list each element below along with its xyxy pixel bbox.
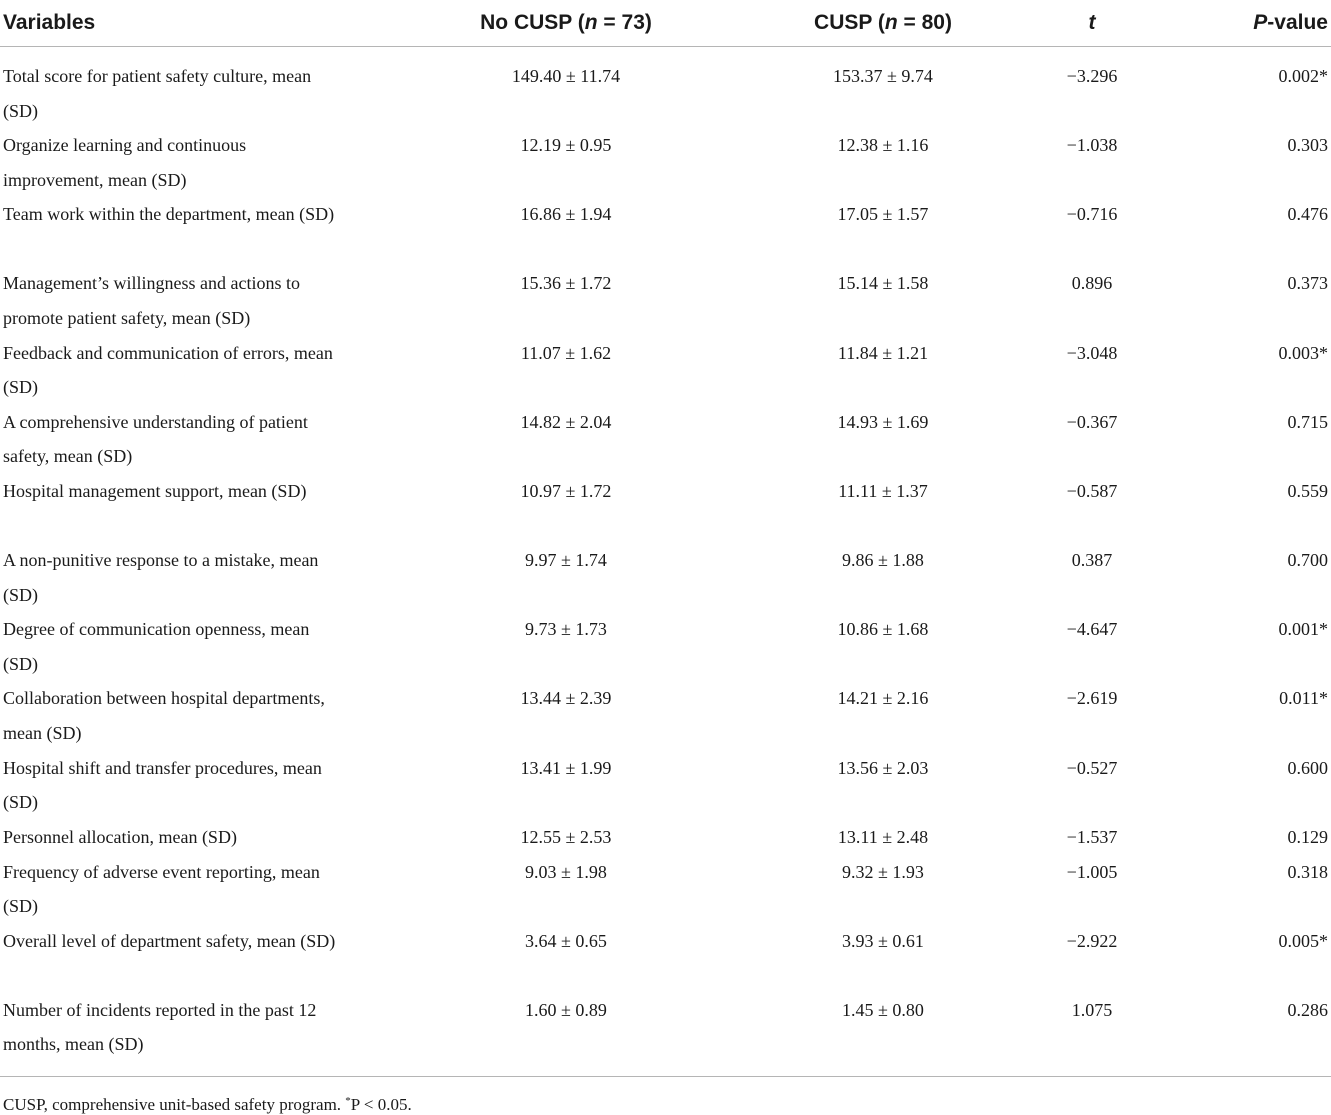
table-row <box>0 474 1331 543</box>
cell-no-cusp: 12.19 ± 0.95 <box>520 135 612 156</box>
cell-no-cusp: 12.55 ± 2.53 <box>520 826 612 847</box>
header-variables: Variables <box>0 0 400 47</box>
cell-no-cusp: 1.60 ± 0.89 <box>525 999 607 1020</box>
cell-variable: Personnel allocation, mean (SD) <box>3 826 237 847</box>
cell-variable: Degree of communication openness, mean (SD) <box>3 619 310 674</box>
table-row <box>0 820 1331 855</box>
cell-no-cusp: 9.03 ± 1.98 <box>525 861 607 882</box>
cell-variable: Number of incidents reported in the past 12 months, mean (SD) <box>3 999 317 1055</box>
cell-p-value: 0.011* <box>1279 688 1328 709</box>
table-row <box>0 612 1331 681</box>
cell-no-cusp: 16.86 ± 1.94 <box>520 204 612 225</box>
cell-variable: Organize learning and continuous improvement, mean (SD) <box>3 135 247 190</box>
table-row <box>0 197 1331 266</box>
cell-variable: Feedback and communication of errors, mean (SD) <box>3 342 333 398</box>
cell-variable: Collaboration between hospital departments, mean (SD) <box>3 688 325 743</box>
cell-no-cusp: 3.64 ± 0.65 <box>525 930 607 951</box>
header-cusp: CUSP (n = 80) <box>692 0 1014 47</box>
cell-t: −0.367 <box>1066 411 1118 432</box>
cell-p-value: 0.600 <box>1287 757 1328 778</box>
cell-cusp: 13.11 ± 2.48 <box>837 826 929 847</box>
cell-cusp: 14.21 ± 2.16 <box>837 688 929 709</box>
header-t: t <box>1014 0 1170 47</box>
cell-cusp: 153.37 ± 9.74 <box>833 66 933 86</box>
table-row <box>0 405 1331 474</box>
cell-p-value: 0.303 <box>1287 135 1328 156</box>
cell-p-value: 0.129 <box>1287 826 1328 847</box>
table-header <box>0 0 1331 47</box>
cell-variable: Team work within the department, mean (SD) <box>3 204 335 225</box>
table-row <box>0 47 1331 129</box>
cell-t: 0.896 <box>1071 273 1113 294</box>
cell-t: −0.587 <box>1066 480 1118 501</box>
cell-variable: Hospital management support, mean (SD) <box>3 480 307 501</box>
cell-no-cusp: 11.07 ± 1.62 <box>520 342 612 363</box>
cell-no-cusp: 10.97 ± 1.72 <box>520 480 612 501</box>
cell-t: −1.038 <box>1066 135 1118 156</box>
table-row <box>0 924 1331 993</box>
header-no-cusp: No CUSP (n = 73) <box>400 0 692 47</box>
table-row <box>0 543 1331 612</box>
cell-cusp: 15.14 ± 1.58 <box>837 273 929 294</box>
cell-cusp: 12.38 ± 1.16 <box>837 135 929 156</box>
cell-p-value: 0.559 <box>1287 480 1328 501</box>
cell-p-value: 0.373 <box>1287 273 1328 294</box>
cell-p-value: 0.476 <box>1287 204 1328 225</box>
footnote-condition: P < 0.05. <box>350 1095 412 1114</box>
header-p-value: P-value <box>1170 0 1331 47</box>
cell-no-cusp: 13.41 ± 1.99 <box>520 757 612 778</box>
cell-t: 0.387 <box>1071 549 1113 570</box>
cell-t: −0.716 <box>1066 204 1118 225</box>
cell-variable: Overall level of department safety, mean (SD) <box>3 930 336 951</box>
cell-variable: Frequency of adverse event reporting, mean (SD) <box>3 861 320 917</box>
cell-cusp: 9.32 ± 1.93 <box>842 861 924 882</box>
cell-cusp: 11.11 ± 1.37 <box>838 480 928 501</box>
cell-variable: A non-punitive response to a mistake, mean (SD) <box>3 549 319 605</box>
cell-cusp: 14.93 ± 1.69 <box>837 411 929 432</box>
table-row <box>0 266 1331 335</box>
cell-p-value: 0.005* <box>1278 930 1328 951</box>
cell-p-value: 0.700 <box>1287 549 1328 570</box>
cell-p-value: 0.002* <box>1278 66 1328 86</box>
cell-no-cusp: 9.73 ± 1.73 <box>525 619 607 640</box>
cell-variable: Total score for patient safety culture, mean (SD) <box>3 66 312 121</box>
cell-cusp: 3.93 ± 0.61 <box>842 930 924 951</box>
table-row <box>0 336 1331 405</box>
cell-variable: A comprehensive understanding of patient safety, mean (SD) <box>3 411 308 467</box>
cell-t: 1.075 <box>1071 999 1113 1020</box>
cell-t: −2.922 <box>1066 930 1118 951</box>
cell-no-cusp: 13.44 ± 2.39 <box>520 688 612 709</box>
table-footnote <box>0 1076 1331 1115</box>
table-body <box>0 47 1331 1073</box>
cell-cusp: 11.84 ± 1.21 <box>837 342 929 363</box>
cell-cusp: 10.86 ± 1.68 <box>837 619 929 640</box>
cell-p-value: 0.003* <box>1278 342 1328 363</box>
cell-p-value: 0.318 <box>1287 861 1328 882</box>
cell-variable: Management’s willingness and actions to promote patient safety, mean (SD) <box>3 273 300 328</box>
cell-cusp: 17.05 ± 1.57 <box>837 204 929 225</box>
footnote-marker: * <box>345 1095 351 1107</box>
cell-cusp: 9.86 ± 1.88 <box>842 549 924 570</box>
footnote-text: CUSP, comprehensive unit-based safety program. <box>3 1095 346 1114</box>
cell-t: −4.647 <box>1066 619 1118 640</box>
table-row <box>0 128 1331 197</box>
cell-no-cusp: 14.82 ± 2.04 <box>520 411 612 432</box>
cell-p-value: 0.715 <box>1287 411 1328 432</box>
table-row <box>0 855 1331 924</box>
cell-t: −1.537 <box>1066 826 1118 847</box>
header-row <box>0 0 1331 47</box>
cell-t: −3.048 <box>1066 342 1118 363</box>
cell-p-value: 0.286 <box>1287 999 1328 1020</box>
cell-cusp: 13.56 ± 2.03 <box>837 757 929 778</box>
cell-t: −3.296 <box>1066 66 1118 86</box>
table-row <box>0 751 1331 820</box>
cell-p-value: 0.001* <box>1278 619 1328 640</box>
cell-t: −0.527 <box>1066 757 1118 778</box>
cell-no-cusp: 15.36 ± 1.72 <box>520 273 612 294</box>
table-row <box>0 681 1331 750</box>
cell-no-cusp: 9.97 ± 1.74 <box>525 549 607 570</box>
cell-t: −2.619 <box>1066 688 1118 709</box>
cell-t: −1.005 <box>1066 861 1118 882</box>
cell-variable: Hospital shift and transfer procedures, mean (SD) <box>3 757 322 813</box>
cell-cusp: 1.45 ± 0.80 <box>842 999 924 1020</box>
cell-no-cusp: 149.40 ± 11.74 <box>511 66 621 86</box>
table-row <box>0 993 1331 1072</box>
